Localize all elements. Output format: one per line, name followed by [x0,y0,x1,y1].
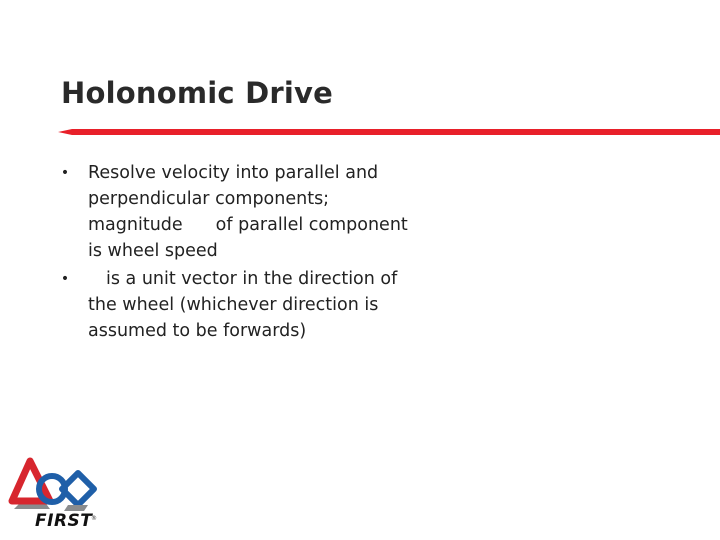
bullet-line: assumed to be forwards) [88,321,307,341]
first-robotics-logo-icon [8,455,100,513]
registered-mark: ® [91,515,97,522]
bullet-dot-icon: • [60,271,70,287]
bullet-line [88,266,458,292]
bullet-line [88,212,458,238]
bullet-text-fragment: magnitude [88,215,183,235]
bullet-list [58,160,458,346]
bullet-item-unit-vector [58,266,458,344]
first-wordmark: FIRST [35,511,93,531]
bullet-line: Resolve velocity into parallel and [88,163,379,183]
title-underline [58,128,720,136]
bullet-line: is wheel speed [88,241,218,261]
bullet-line: perpendicular components; [88,189,330,209]
bullet-line: the wheel (whichever direction is [88,295,379,315]
bullet-dot-icon: • [60,165,70,181]
bullet-text-fragment: of parallel component [215,215,408,235]
slide-title: Holonomic Drive [61,76,333,110]
bullet-item-velocity [58,160,458,264]
first-logo [8,455,100,535]
bullet-text-fragment: is a unit vector in the direction of [106,269,398,289]
